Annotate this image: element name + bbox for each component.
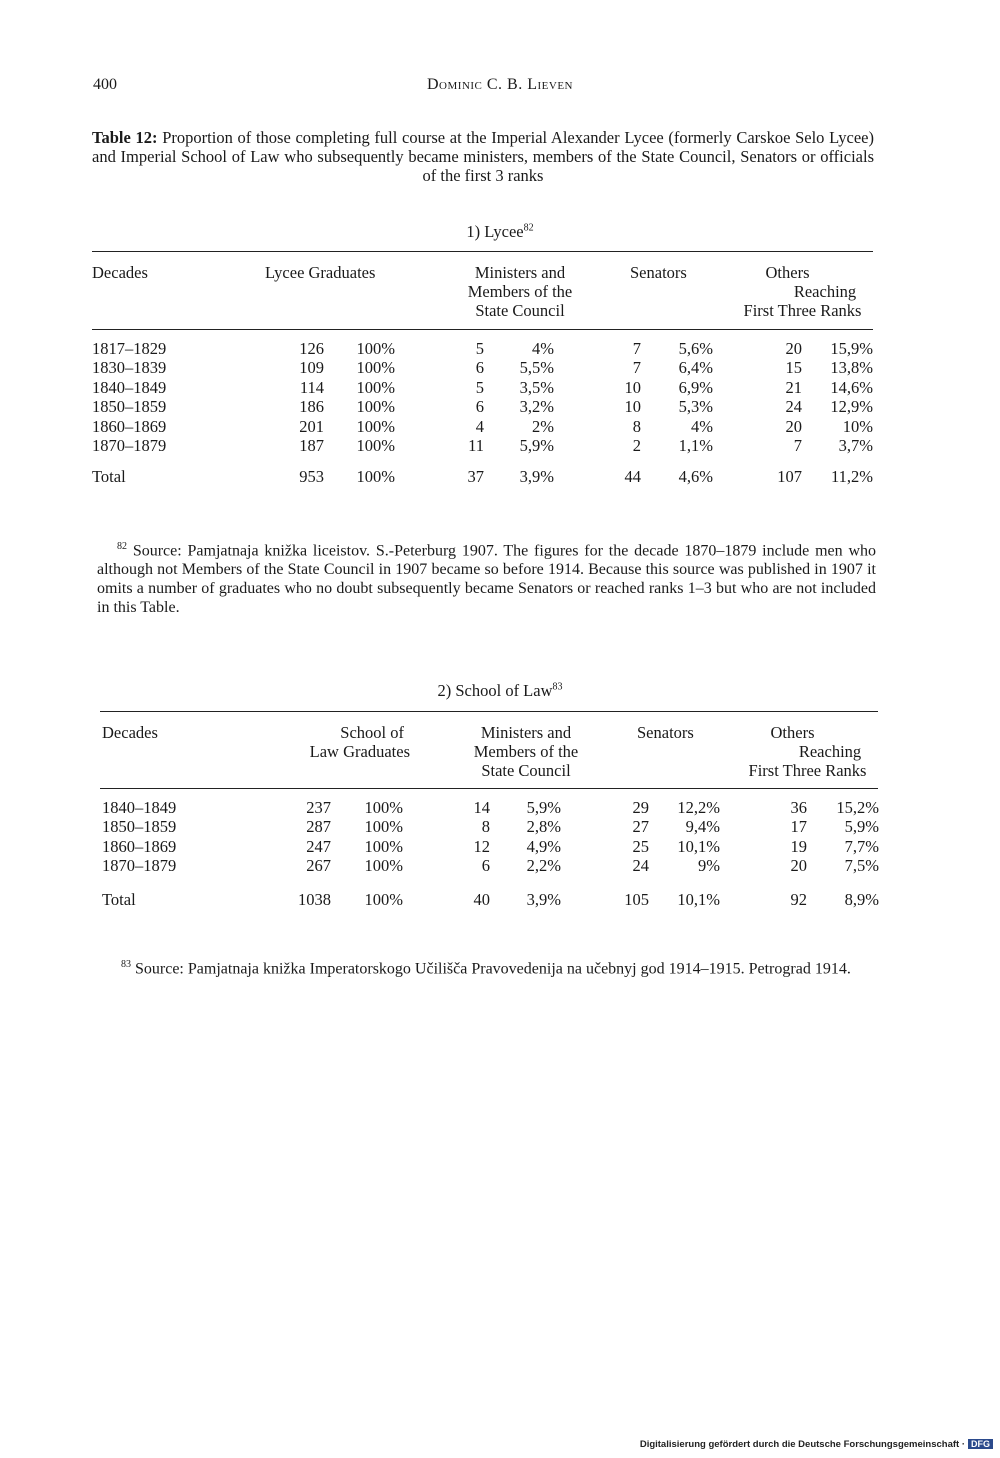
caption-label: Table 12: xyxy=(92,128,158,147)
cell-g-n: 287 xyxy=(306,817,331,837)
cell-m-p: 2,8% xyxy=(526,817,561,837)
cell-decade: 1830–1839 xyxy=(92,358,167,378)
table-row xyxy=(0,378,1000,397)
cell-g-n: 114 xyxy=(299,377,324,397)
cell-g-n: 109 xyxy=(299,358,324,378)
footnote-ref-83: 83 xyxy=(552,681,563,693)
cell-o-n: 20 xyxy=(785,339,802,358)
cell-g-n: 267 xyxy=(306,856,331,876)
cell-s-n: 10 xyxy=(624,397,641,417)
cell-g-p: 100% xyxy=(356,397,395,417)
cell-m-n: 12 xyxy=(473,836,490,856)
cell-o-p: 3,7% xyxy=(838,436,873,455)
col-header-decades: Decades xyxy=(102,723,158,742)
cell-s-p: 9% xyxy=(698,856,720,876)
cell-g-n: 201 xyxy=(299,416,324,436)
col-header-graduates: Lycee Graduates xyxy=(265,263,376,282)
cell-s-p: 5,6% xyxy=(678,339,713,358)
header-bottom-rule xyxy=(92,329,873,330)
cell-g-p: 100% xyxy=(356,377,395,397)
table-total-row xyxy=(0,890,1000,909)
cell-o-p: 13,8% xyxy=(830,358,873,378)
cell-s-n: 2 xyxy=(632,436,641,455)
cell-o-n: 20 xyxy=(790,856,807,876)
cell-m-n: 6 xyxy=(475,358,484,378)
footnote-82: $^{82}$ Source: Pamjatnaja knižka licеistov. S.-Peterburg 1907. The figures for the decade 1870–1879 include men who although not Members of the State Council in 1907 became so before 1914. Because this source was published in 1907 it omits a number of graduates who no doubt subsequently became Senators or reached ranks 1–3 but who are not included in this Table. xyxy=(97,541,877,617)
col-header-graduates: School of Law Graduates xyxy=(309,723,410,761)
cell-o-n: 7 xyxy=(793,436,802,455)
cell-g-n: 247 xyxy=(306,836,331,856)
cell-m-n: 5 xyxy=(475,377,484,397)
cell-decade: 1817–1829 xyxy=(92,339,167,358)
table-row xyxy=(0,397,1000,416)
table-top-rule xyxy=(92,251,873,252)
col-header-ministers: Ministers and Members of the State Council xyxy=(473,723,579,780)
cell-o-p: 8,9% xyxy=(844,889,879,909)
cell-o-p: 11,2% xyxy=(830,467,873,487)
col-header-others: Others Reaching First Three Ranks xyxy=(743,263,862,320)
cell-s-n: 7 xyxy=(632,339,641,358)
cell-g-p: 100% xyxy=(364,836,403,856)
cell-o-p: 14,6% xyxy=(830,377,873,397)
cell-s-p: 6,9% xyxy=(678,377,713,397)
col-header-others: Others Reaching First Three Ranks xyxy=(748,723,867,780)
cell-decade: 1870–1879 xyxy=(102,856,177,876)
cell-decade: Total xyxy=(92,467,126,487)
cell-m-p: 5,9% xyxy=(519,436,554,455)
cell-m-p: 2% xyxy=(532,416,554,436)
cell-o-p: 12,9% xyxy=(830,397,873,417)
cell-m-p: 3,5% xyxy=(519,377,554,397)
cell-g-n: 126 xyxy=(299,339,324,358)
cell-o-n: 15 xyxy=(785,358,802,378)
cell-m-p: 3,9% xyxy=(519,467,554,487)
table-row xyxy=(0,798,1000,817)
col-header-decades: Decades xyxy=(92,263,148,282)
cell-s-n: 29 xyxy=(632,798,649,817)
cell-s-p: 1,1% xyxy=(678,436,713,455)
cell-s-p: 10,1% xyxy=(677,836,720,856)
dfg-logo: DFG xyxy=(968,1439,993,1449)
cell-s-n: 25 xyxy=(632,836,649,856)
cell-m-n: 11 xyxy=(468,436,484,455)
cell-o-n: 107 xyxy=(777,467,802,487)
cell-g-p: 100% xyxy=(356,436,395,455)
cell-decade: 1860–1869 xyxy=(102,836,177,856)
cell-o-n: 21 xyxy=(785,377,802,397)
cell-o-p: 10% xyxy=(842,416,873,436)
header-bottom-rule xyxy=(100,788,878,789)
cell-s-n: 8 xyxy=(632,416,641,436)
cell-m-n: 40 xyxy=(473,889,490,909)
cell-s-p: 9,4% xyxy=(685,817,720,837)
cell-m-n: 5 xyxy=(475,339,484,358)
cell-m-n: 4 xyxy=(475,416,484,436)
table-row xyxy=(0,856,1000,875)
cell-o-p: 7,7% xyxy=(844,836,879,856)
table-total-row xyxy=(0,467,1000,486)
cell-decade: 1840–1849 xyxy=(92,377,167,397)
caption-text: Proportion of those completing full course at the Imperial Alexander Lycee (formerly Carskoe Selo Lycee) and Imperial School of Law who subsequently became ministers, members of the State Council, Senators or officials of the first 3 ranks xyxy=(92,128,875,185)
cell-g-p: 100% xyxy=(364,817,403,837)
cell-g-n: 1038 xyxy=(298,889,331,909)
table-row xyxy=(0,837,1000,856)
running-head-author: Dominic C. B. Lieven xyxy=(427,76,573,93)
cell-decade: 1860–1869 xyxy=(92,416,167,436)
cell-g-p: 100% xyxy=(356,416,395,436)
cell-s-p: 4% xyxy=(691,416,713,436)
cell-s-n: 44 xyxy=(624,467,641,487)
cell-g-p: 100% xyxy=(356,358,395,378)
cell-decade: 1840–1849 xyxy=(102,798,177,817)
cell-g-p: 100% xyxy=(356,467,395,487)
cell-m-n: 14 xyxy=(473,798,490,817)
cell-o-n: 92 xyxy=(790,889,807,909)
digitization-footer: Digitalisierung gefördert durch die Deutsche Forschungsgemeinschaft · DFG xyxy=(640,1439,993,1450)
lycee-table-title: 1) Lycee$^{82}$ xyxy=(466,222,534,241)
cell-o-p: 5,9% xyxy=(844,817,879,837)
cell-m-n: 6 xyxy=(481,856,490,876)
law-table-title: 2) School of Law$^{83}$ xyxy=(437,681,563,700)
cell-g-n: 237 xyxy=(306,798,331,817)
cell-m-n: 8 xyxy=(481,817,490,837)
cell-m-p: 3,9% xyxy=(526,889,561,909)
cell-g-p: 100% xyxy=(364,798,403,817)
cell-g-p: 100% xyxy=(364,856,403,876)
cell-m-n: 37 xyxy=(467,467,484,487)
col-header-senators: Senators xyxy=(637,723,694,742)
table-top-rule xyxy=(100,711,878,712)
cell-decade: 1870–1879 xyxy=(92,436,167,455)
cell-s-n: 10 xyxy=(624,377,641,397)
cell-s-p: 5,3% xyxy=(678,397,713,417)
cell-g-n: 187 xyxy=(299,436,324,455)
cell-m-p: 3,2% xyxy=(519,397,554,417)
cell-o-p: 15,2% xyxy=(836,798,879,817)
cell-g-n: 953 xyxy=(299,467,324,487)
cell-o-n: 19 xyxy=(790,836,807,856)
cell-s-n: 24 xyxy=(632,856,649,876)
cell-decade: 1850–1859 xyxy=(102,817,177,837)
footnote-ref-82: 82 xyxy=(523,222,534,234)
cell-o-n: 20 xyxy=(785,416,802,436)
cell-s-n: 105 xyxy=(624,889,649,909)
cell-s-p: 6,4% xyxy=(678,358,713,378)
cell-decade: Total xyxy=(102,889,136,909)
cell-o-p: 7,5% xyxy=(844,856,879,876)
table-row xyxy=(0,358,1000,377)
table-row xyxy=(0,339,1000,358)
cell-m-p: 4,9% xyxy=(526,836,561,856)
cell-o-n: 36 xyxy=(790,798,807,817)
table-row xyxy=(0,436,1000,455)
page-number: 400 xyxy=(93,76,117,93)
cell-o-n: 24 xyxy=(785,397,802,417)
cell-g-p: 100% xyxy=(356,339,395,358)
cell-m-p: 5,9% xyxy=(526,798,561,817)
cell-decade: 1850–1859 xyxy=(92,397,167,417)
table-row xyxy=(0,817,1000,836)
footnote-83: $^{83}$ Source: Pamjatnaja knižka Imperatorskogo Učilišča Pravovedenija na učebnyj god 1914–1915. Petrograd 1914. xyxy=(121,959,851,978)
cell-g-p: 100% xyxy=(364,889,403,909)
table-caption xyxy=(92,128,874,185)
cell-m-p: 4% xyxy=(532,339,554,358)
table-row xyxy=(0,417,1000,436)
cell-o-p: 15,9% xyxy=(830,339,873,358)
cell-m-p: 2,2% xyxy=(526,856,561,876)
col-header-senators: Senators xyxy=(630,263,687,282)
cell-m-n: 6 xyxy=(475,397,484,417)
cell-m-p: 5,5% xyxy=(519,358,554,378)
cell-o-n: 17 xyxy=(790,817,807,837)
cell-s-p: 10,1% xyxy=(677,889,720,909)
cell-s-n: 7 xyxy=(632,358,641,378)
cell-s-n: 27 xyxy=(632,817,649,837)
cell-g-n: 186 xyxy=(299,397,324,417)
cell-s-p: 12,2% xyxy=(677,798,720,817)
col-header-ministers: Ministers and Members of the State Council xyxy=(467,263,573,320)
cell-s-p: 4,6% xyxy=(678,467,713,487)
